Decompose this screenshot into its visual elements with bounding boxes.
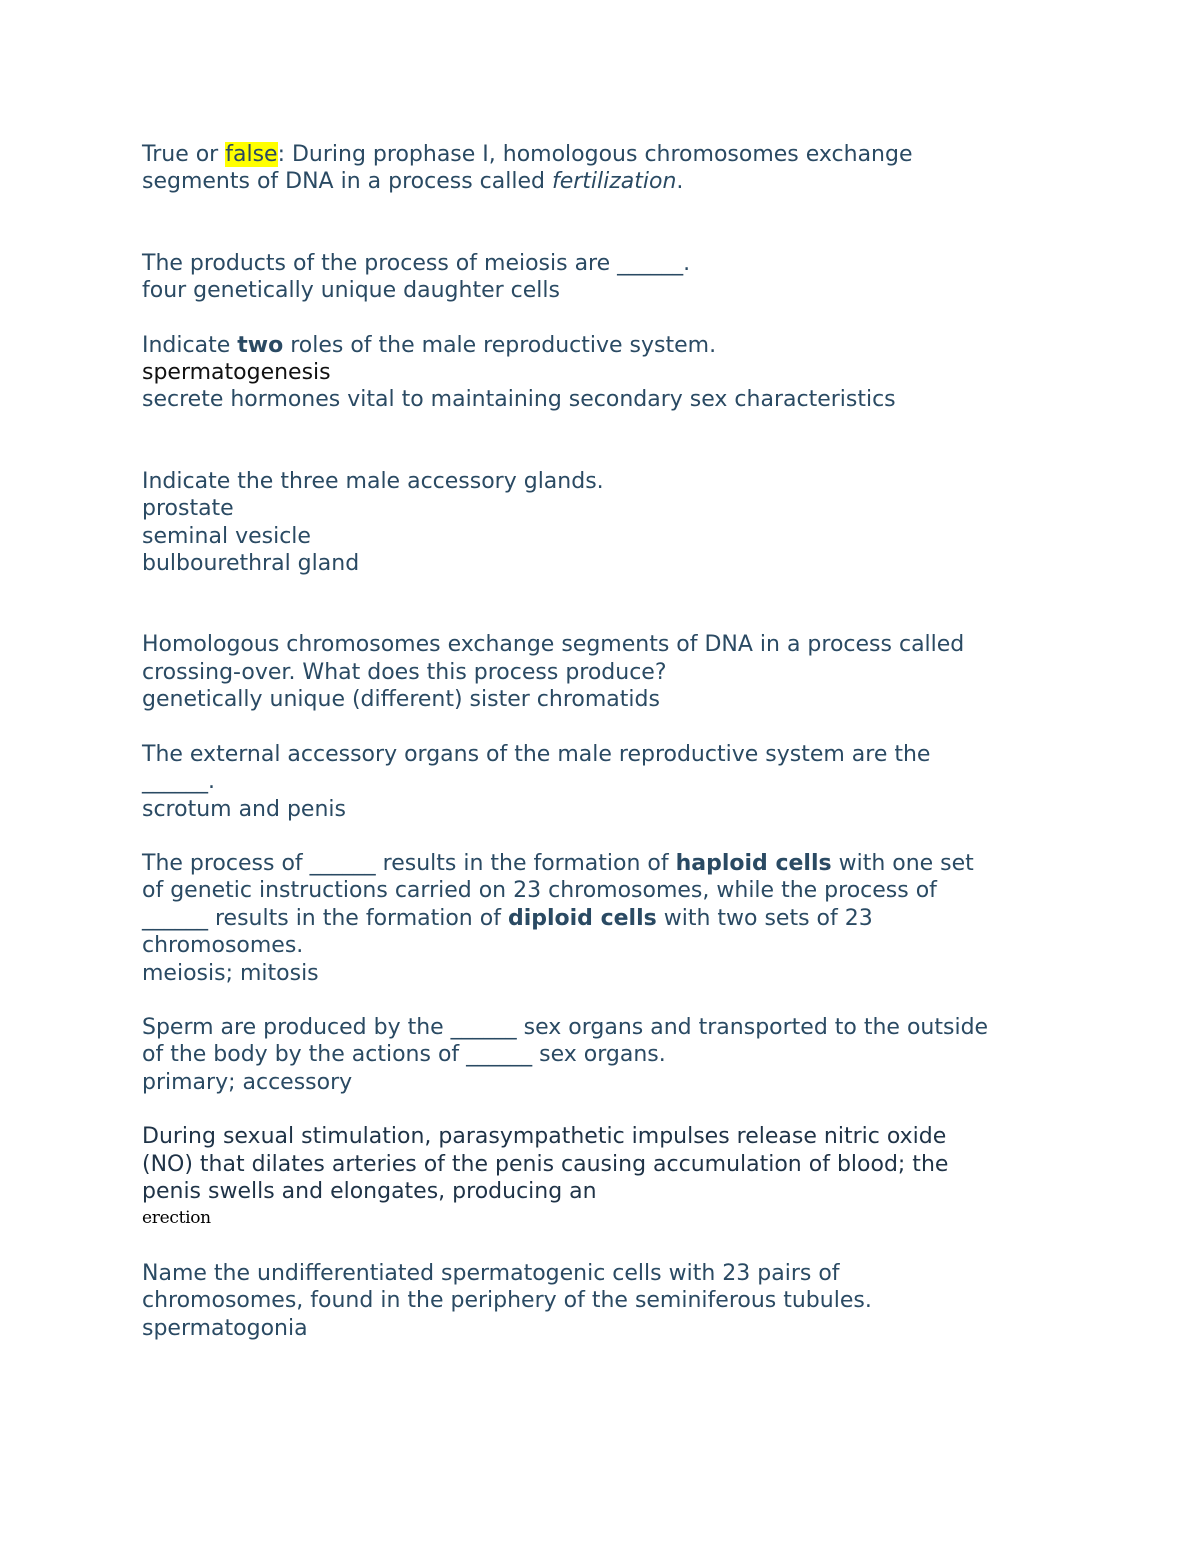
q9-line-1: During sexual stimulation, parasympathetic impulses release nitric oxide: [142, 1124, 947, 1150]
q7-line-4: chromosomes.: [142, 933, 304, 959]
q4-answer-2: seminal vesicle: [142, 523, 311, 549]
q10-answer: spermatogonia: [142, 1315, 308, 1341]
q1-line2-prefix: segments of DNA in a process called: [142, 169, 552, 195]
q1-prefix: True or: [142, 142, 226, 167]
q2-answer: four genetically unique daughter cells: [142, 278, 560, 304]
q3-question: [142, 332, 1062, 359]
q5-line-2: crossing-over. What does this process produce?: [142, 659, 667, 685]
q9-line-3: penis swells and elongates, producing an: [142, 1178, 597, 1204]
q8-line-1: Sperm are produced by the ______ sex organs and transported to the outside: [142, 1014, 989, 1040]
q4-question: Indicate the three male accessory glands.: [142, 468, 604, 494]
q7-diploid-bold: diploid cells: [507, 905, 657, 931]
question-7: [142, 850, 1062, 987]
q8-answer: primary; accessory: [142, 1069, 353, 1095]
q3-prefix: Indicate: [142, 332, 238, 358]
question-9: [142, 1123, 1062, 1233]
q3-suffix: roles of the male reproductive system.: [283, 332, 717, 358]
q6-line-1: The external accessory organs of the male reproductive system are the: [142, 741, 931, 767]
question-4: [142, 468, 1062, 578]
q7-line-2: of genetic instructions carried on 23 chromosomes, while the process of: [142, 878, 937, 904]
q1-italic-term: fertilization: [551, 169, 677, 195]
q3-answer-2: secrete hormones vital to maintaining secondary sex characteristics: [142, 387, 896, 413]
q10-line-1: Name the undifferentiated spermatogenic cells with 23 pairs of: [142, 1260, 840, 1286]
question-6: [142, 741, 1062, 823]
q7-haploid-bold: haploid cells: [675, 850, 832, 876]
q7-line-3: [142, 905, 1062, 932]
q3-answer-1: spermatogenesis: [142, 360, 331, 386]
question-8: [142, 1014, 1062, 1096]
q6-line-2: ______.: [142, 769, 215, 795]
q7-l3-b: with two sets of 23: [656, 905, 873, 931]
q4-answer-3: bulbourethral gland: [142, 551, 360, 577]
q7-l3-a: ______ results in the formation of: [142, 905, 508, 931]
question-2: [142, 250, 1062, 305]
question-5: [142, 631, 1062, 713]
q1-highlight-word: false: [225, 142, 278, 167]
question-3: [142, 332, 1062, 414]
q2-question: The products of the process of meiosis are ______.: [142, 250, 691, 276]
question-10: [142, 1260, 1062, 1342]
document-body: [142, 141, 1062, 1342]
q9-line-2: (NO) that dilates arteries of the penis causing accumulation of blood; the: [142, 1151, 949, 1177]
question-1: [142, 141, 1062, 196]
q7-l1-a: The process of ______ results in the formation of: [142, 850, 676, 876]
q9-answer: erection: [142, 1208, 211, 1229]
q7-answer: meiosis; mitosis: [142, 960, 319, 986]
q1-line-2: [142, 168, 1062, 195]
q1-line2-suffix: .: [676, 169, 684, 195]
q1-rest: : During prophase I, homologous chromosomes exchange: [277, 142, 913, 167]
q8-line-2: of the body by the actions of ______ sex organs.: [142, 1042, 666, 1068]
q3-bold: two: [237, 332, 284, 358]
q4-answer-1: prostate: [142, 496, 234, 522]
q5-line-1: Homologous chromosomes exchange segments of DNA in a process called: [142, 632, 965, 658]
q5-answer: genetically unique (different) sister chromatids: [142, 687, 660, 713]
q7-line-1: [142, 850, 1062, 877]
q1-line-1: [142, 141, 1062, 168]
q6-answer: scrotum and penis: [142, 796, 346, 822]
q10-line-2: chromosomes, found in the periphery of the seminiferous tubules.: [142, 1288, 872, 1314]
q7-l1-b: with one set: [831, 850, 974, 876]
